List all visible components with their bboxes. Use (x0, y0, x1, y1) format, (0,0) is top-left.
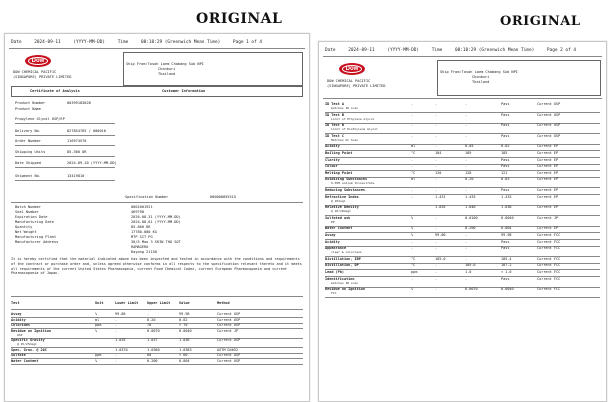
table-row (325, 216, 600, 222)
batch-value: 17780.000 KG (131, 230, 157, 234)
test-name: Acidity (325, 144, 340, 149)
test-name: Boiling Point (325, 151, 353, 155)
time-value: 08:18:29 (Greenwich Mean Time) (454, 48, 535, 53)
batch-label: Manufacturer Address (15, 240, 59, 244)
unit: - (411, 188, 414, 192)
company-line-2: (SINGAPORE) PRIVATE LIMITED (13, 75, 72, 79)
lower-limit: 1.035 (435, 205, 446, 210)
company-line-2: (SINGAPORE) PRIVATE LIMITED (327, 84, 386, 88)
test-name: Residue on Ignition (325, 287, 366, 292)
table-row (325, 205, 600, 214)
unit: - (411, 164, 414, 169)
upper-limit: - (465, 164, 468, 169)
batch-label: Manufacturing Date (15, 220, 54, 224)
test-name: Sulfate (11, 353, 26, 357)
lower-limit: - (435, 287, 438, 292)
unit: - (411, 276, 414, 281)
field-underline (15, 180, 115, 181)
spec-number-value: 000000055515 (210, 195, 236, 199)
unit: % (411, 287, 414, 292)
value: 121 (501, 170, 508, 175)
value: Pass (501, 164, 510, 169)
test-subtext: Limit of Ethylene Glycol (331, 116, 375, 121)
batch-value: Rayong 21150 (131, 250, 157, 254)
lower-limit: 185.0 (435, 256, 446, 261)
value: 0.004 (179, 358, 190, 363)
method: Current FCC (537, 270, 561, 274)
unit: ppm (95, 323, 102, 327)
value: 1.036 (179, 338, 190, 342)
unit: °C (411, 170, 416, 175)
unit: - (411, 157, 414, 162)
batch-value: 0001001921 (131, 205, 153, 209)
date-value: 2024-09-11 (34, 40, 61, 45)
value: 187.2 (501, 263, 512, 268)
batch-value: 2026-08-31 (YYYY-MM-DD) (131, 215, 181, 219)
test-name: Residue on Ignition (11, 328, 52, 333)
test-name: Clarity (325, 157, 340, 162)
value: < 60 (179, 353, 188, 357)
table-row (325, 123, 600, 132)
value: Pass (501, 188, 510, 192)
unit: ppm (95, 353, 102, 357)
field-label: Shipping Units (15, 150, 46, 154)
upper-limit: 1.0 (465, 270, 472, 274)
ship-from-line-1: Ship From:Tosoh Laem Chabang Sub NPI (126, 62, 204, 66)
lower-limit: - (115, 353, 118, 357)
unit: ppm (411, 270, 418, 274)
unit: - (411, 194, 414, 199)
value: Pass (501, 133, 510, 138)
method: Current EP (537, 144, 559, 149)
unit: % (95, 358, 98, 363)
upper-limit: 0.200 (465, 226, 476, 231)
field-underline (15, 135, 115, 136)
row-divider (325, 297, 600, 298)
value: 0.02 (501, 144, 510, 149)
batch-value: MTP SIT PG (131, 235, 153, 239)
table-row (325, 102, 600, 108)
test-name: Relative Density (325, 205, 359, 210)
lower-limit: 120 (435, 170, 442, 175)
lower-limit: - (435, 226, 438, 231)
method: Current EP (537, 226, 559, 231)
dow-logo: Dow (25, 55, 51, 67)
customer-info-title: Customer Information (162, 89, 206, 93)
ship-from-line-3: Thailand (158, 72, 176, 76)
unit: ml (411, 144, 416, 149)
ship-from-line-1: Ship From:Tosoh Laem Chabang Sub NPI (440, 70, 518, 74)
method: Current FCC (537, 256, 561, 261)
lower-limit: 1.035 (115, 338, 126, 342)
upper-limit: - (147, 312, 150, 316)
coa-page-1 (4, 33, 310, 402)
table-row (325, 246, 600, 255)
date-format: (YYYY-MM-DD) (73, 40, 106, 45)
method: Current USP (217, 358, 241, 363)
field-value: 116974570 (67, 139, 87, 143)
test-name: Colour (325, 164, 338, 169)
field-underline (15, 167, 115, 168)
table-row (325, 113, 600, 119)
unit: - (411, 102, 414, 106)
value: 0.02 (179, 317, 188, 322)
lower-limit: - (435, 239, 438, 244)
lower-limit: - (435, 188, 438, 192)
section-title-row (11, 86, 303, 97)
col-test: Test (11, 301, 20, 305)
unit: % (411, 226, 414, 231)
test-name: Refractive Index (325, 194, 359, 199)
upper-limit: 1.433 (465, 194, 476, 199)
lower-limit: - (435, 177, 438, 182)
ship-from-box (123, 52, 303, 86)
test-name: Specific Gravity (11, 338, 45, 342)
value: Pass (501, 112, 510, 117)
unit: °C (411, 151, 416, 155)
value: 0.004 (501, 226, 512, 231)
test-subtext: @ 25/25degC (17, 342, 37, 346)
upper-limit: 0.05 (465, 144, 474, 149)
time-label: Time (431, 48, 443, 53)
spec-number-label: Specification Number (125, 195, 169, 199)
field-value: 2024-09-10 (YYYY-MM-DD) (67, 161, 117, 165)
field-underline (15, 123, 115, 124)
test-subtext: EP (331, 219, 335, 224)
method: Current FCC (537, 233, 561, 237)
test-name: Water Content (325, 226, 353, 231)
ship-from-line-2: Chonburi (158, 67, 176, 71)
field-label: Product Name (15, 107, 41, 111)
batch-label: Batch Number (15, 205, 41, 209)
date-format: (YYYY-MM-DD) (387, 48, 420, 53)
upper-limit: 60 (147, 353, 152, 357)
value: 185 (501, 151, 508, 155)
value: Pass (501, 239, 510, 244)
test-name: ID Test A (325, 102, 344, 106)
lower-limit: - (435, 144, 438, 149)
lower-limit: - (435, 157, 438, 162)
upper-limit: - (465, 276, 468, 281)
value: 1.0383 (179, 347, 192, 352)
field-value: 827854765 / 000010 (67, 129, 106, 133)
method: Current EP (537, 157, 559, 162)
page-number: Page 2 of 4 (546, 48, 576, 53)
test-name: Spec. Grav. @ 20C (11, 347, 47, 352)
upper-limit: - (465, 233, 468, 237)
lower-limit: - (115, 323, 118, 327)
dow-logo: Dow (339, 63, 365, 75)
batch-value: RAMAGERO (131, 245, 149, 249)
test-subtext: @ 20/20degC (331, 209, 351, 214)
batch-label: Expiration Date (15, 215, 48, 219)
field-value: 13419810 (67, 174, 85, 178)
unit: % (411, 215, 414, 220)
method: ASTM D4052 (217, 347, 239, 352)
page-number: Page 1 of 4 (232, 40, 262, 45)
value: Pass (501, 102, 510, 106)
lower-limit: - (115, 358, 118, 363)
lower-limit: - (115, 328, 118, 333)
unit: - (411, 246, 414, 251)
test-name: Appearance (325, 246, 347, 251)
test-name: Chlorides (11, 323, 30, 327)
table-row (325, 177, 600, 186)
field-label: Order Number (15, 139, 41, 143)
page-header (325, 48, 600, 53)
lower-limit: 99.80 (115, 312, 126, 316)
test-name: Distillation, IBP (325, 256, 361, 261)
method: Current FCC (537, 287, 561, 292)
date-value: 2024-09-11 (348, 48, 375, 53)
field-underline (15, 156, 115, 157)
test-name: Assay (325, 233, 336, 237)
batch-value: 2024-08-01 (YYYY-MM-DD) (131, 220, 181, 224)
upper-limit: - (465, 188, 468, 192)
test-name: Assay (11, 312, 22, 316)
method: Current USP (537, 112, 561, 117)
method: Current USP (537, 123, 561, 128)
upper-limit: 0.20 (147, 317, 156, 322)
upper-limit: - (465, 239, 468, 244)
lower-limit: - (435, 102, 438, 106)
upper-limit: - (465, 123, 468, 128)
unit: ml (95, 317, 100, 322)
value: Pass (501, 123, 510, 128)
test-subtext: Limit of Diethylene Glycol (331, 127, 378, 132)
method: Current USP (217, 323, 241, 327)
date-label: Date (11, 40, 22, 45)
value: Pass (501, 276, 510, 281)
test-name: Sulfated ash (325, 215, 351, 220)
method: Current EP (537, 177, 559, 182)
upper-limit: - (465, 256, 468, 261)
test-subtext: matches IR scan (331, 106, 359, 110)
ship-from-line-3: Thailand (472, 80, 490, 84)
lower-limit: - (435, 276, 438, 281)
upper-limit: 128 (465, 170, 472, 175)
lower-limit: - (435, 215, 438, 220)
upper-limit: 0.0070 (465, 287, 478, 292)
field-label: Shipment No. (15, 174, 41, 178)
lower-limit: - (435, 270, 438, 274)
method: Current USP (217, 338, 241, 342)
value: 1.038 (501, 205, 512, 210)
value: < 70 (179, 323, 188, 327)
company-line-1: DOW CHEMICAL PACIFIC (327, 79, 371, 83)
method: Current JP (537, 215, 559, 220)
lower-limit: - (435, 164, 438, 169)
test-subtext: Matches GC Scan (331, 137, 359, 142)
method: Current EP (537, 205, 559, 210)
time-value: 08:18:29 (Greenwich Mean Time) (140, 40, 221, 45)
unit: °C (411, 263, 416, 268)
table-row (325, 277, 600, 283)
unit: - (411, 112, 414, 117)
batch-label: Quantity (15, 225, 33, 229)
company-line-1: DOW CHEMICAL PACIFIC (13, 70, 57, 74)
test-subtext: 0.05M sodium thiosulfate (331, 181, 375, 186)
test-subtext: USP (17, 332, 23, 337)
lower-limit: - (115, 317, 118, 322)
test-name: Reducing Substances (325, 188, 366, 192)
batch-label: Net Weight (15, 230, 37, 234)
upper-limit: 1.0380 (147, 347, 160, 352)
test-name: Identification (325, 276, 355, 281)
method: Current USP (217, 312, 241, 316)
method: Current JP (217, 328, 239, 333)
value: Pass (501, 246, 510, 251)
unit: °C (411, 256, 416, 261)
lower-limit: - (435, 246, 438, 251)
upper-limit: - (465, 102, 468, 106)
field-label: Delivery No. (15, 129, 41, 133)
unit: - (411, 123, 414, 128)
batch-value: 469798 (131, 210, 144, 214)
unit: - (411, 239, 414, 244)
value: 99.98 (501, 233, 512, 237)
value: 0.0040 (501, 215, 514, 220)
unit: % (95, 312, 98, 316)
test-name: ID Test C (325, 133, 344, 138)
certification-statement: It is hereby certified that the material indicated above has been inspected and tested in accordance with the conditions and requirements of the contract or purchase order and, unless agreed otherwise conforms in all respects to the specification relevant thereto and it meets all requirements of the current United States Pharmacopeia, current Food Chemical Codex, current European Pharmacopoeia and current Pharmacopoeia of Japan. (11, 257, 302, 276)
test-subtext: clear & colorless (331, 250, 362, 255)
test-name: ID Test B (325, 112, 344, 117)
upper-limit: - (465, 112, 468, 117)
upper-limit: 189 (465, 151, 472, 155)
lower-limit: 1.431 (435, 194, 446, 199)
method: Current EP (537, 170, 559, 175)
field-label: Product Number (15, 101, 46, 105)
col-upper-limit: Upper Limit (147, 301, 171, 305)
date-label: Date (325, 48, 336, 53)
method: Current EP (537, 188, 559, 192)
col-lower-limit: Lower Limit (115, 301, 139, 305)
ship-from-line-2: Chonburi (472, 75, 490, 79)
field-label: Propylene Glycol USP/EP (15, 117, 65, 121)
lower-limit: - (435, 112, 438, 117)
unit: % (411, 233, 414, 237)
field-value: 00399183028 (67, 101, 91, 105)
unit: - (411, 133, 414, 138)
original-stamp-left: ORIGINAL (196, 11, 283, 27)
test-name: Melting Point (325, 170, 353, 175)
batch-value: 85.860 DR (131, 225, 151, 229)
test-name: Oxidizing Substances (325, 177, 368, 182)
value: 0.03 (501, 177, 510, 182)
value: 1.433 (501, 194, 512, 199)
test-subtext: @ 20degC (331, 198, 346, 203)
upper-limit: 1.040 (465, 205, 476, 210)
table-row (325, 134, 600, 140)
test-name: Acidity (11, 317, 26, 322)
lower-limit: 1.0370 (115, 347, 128, 352)
lower-limit: 99.80 (435, 233, 446, 237)
lower-limit: 184 (435, 151, 442, 155)
col-unit: Unit (95, 301, 104, 305)
method: Current FCC (537, 246, 561, 251)
table-row (325, 287, 600, 296)
certificate-title: Certificate of Analysis (30, 89, 80, 93)
page-header (11, 40, 303, 45)
lower-limit: - (435, 263, 438, 268)
upper-limit: - (465, 133, 468, 138)
test-subtext: matches IR scan (331, 280, 359, 285)
upper-limit: 1.037 (147, 338, 158, 342)
lower-limit: - (435, 123, 438, 128)
upper-limit: 70 (147, 323, 152, 327)
test-name: Distillation, DP (325, 263, 359, 268)
upper-limit: 0.20 (465, 177, 474, 182)
test-name: ID Test B (325, 123, 344, 128)
unit: ml (411, 177, 416, 182)
table-row (11, 338, 303, 344)
upper-limit: - (465, 246, 468, 251)
value: 0.0040 (501, 287, 514, 292)
method: Current EP (537, 151, 559, 155)
method: Current USP (537, 102, 561, 106)
value: 185.4 (501, 256, 512, 261)
method: Current USP (217, 353, 241, 357)
batch-label: Seal Number (15, 210, 39, 214)
table-row (11, 329, 303, 335)
method: Current EP (537, 164, 559, 169)
original-stamp-right: ORIGINAL (500, 14, 581, 29)
value: 0.0040 (179, 328, 192, 333)
method: Current FCC (537, 239, 561, 244)
col-method: Method (217, 301, 230, 305)
batch-value: 30/5 Moo 3 SKIN THO SOT (131, 240, 181, 244)
value: Pass (501, 157, 510, 162)
upper-limit: 0.0070 (147, 328, 160, 333)
value: 99.98 (179, 312, 190, 316)
value: < 1.0 (501, 270, 512, 274)
upper-limit: - (465, 157, 468, 162)
field-value: 85.360 DR (67, 150, 87, 154)
method: Current USP (537, 133, 561, 138)
method: Current FCC (537, 276, 561, 281)
test-subtext: FCC (331, 291, 337, 296)
results-table-header (11, 301, 303, 307)
unit: % (95, 328, 98, 333)
method: Current FCC (537, 263, 561, 268)
table-row (325, 195, 600, 201)
upper-limit: 0.200 (147, 358, 158, 363)
row-divider (11, 364, 303, 365)
test-name: Water Content (11, 358, 39, 363)
time-label: Time (117, 40, 129, 45)
method: Current USP (217, 317, 241, 322)
col-value: Value (179, 301, 190, 305)
method: Current EP (537, 194, 559, 199)
field-label: Date Shipped (15, 161, 41, 165)
ship-from-box (437, 60, 601, 96)
coa-page-2 (318, 41, 607, 402)
field-underline (15, 145, 115, 146)
batch-label: Manufacturing Plant (15, 235, 57, 239)
upper-limit: 0.0100 (465, 215, 478, 220)
test-name: Lead (Pb) (325, 270, 344, 274)
lower-limit: - (435, 133, 438, 138)
upper-limit: 189.0 (465, 263, 476, 268)
test-name: Acidity (325, 239, 340, 244)
